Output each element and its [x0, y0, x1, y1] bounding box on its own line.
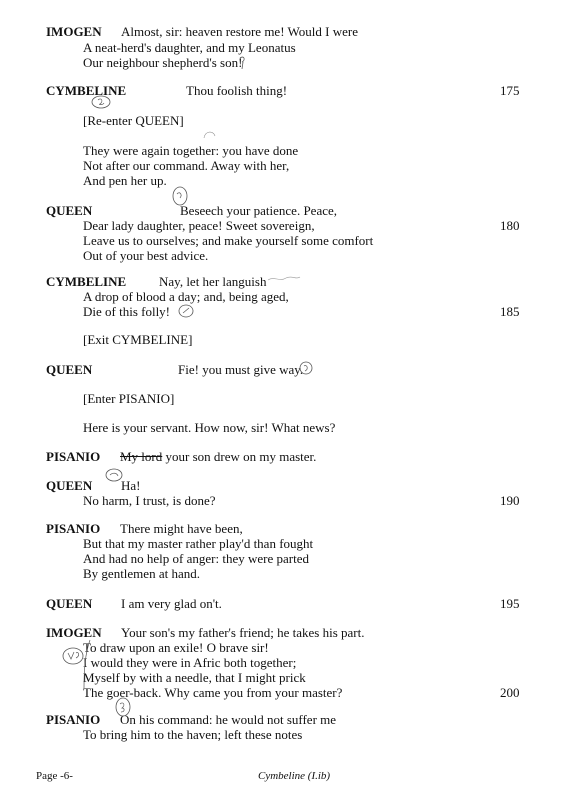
handwritten-annotation-mark: [266, 272, 302, 286]
dialogue-line: Dear lady daughter, peace! Sweet sovereign,: [83, 218, 315, 233]
dialogue-line: To bring him to the haven; left these notes: [83, 727, 303, 742]
page-number: Page -6-: [36, 770, 73, 782]
stage-direction: [Exit CYMBELINE]: [83, 332, 193, 347]
dialogue-line: Thou foolish thing!: [186, 83, 288, 98]
dialogue-line: And pen her up.: [83, 173, 167, 188]
dialogue-text: your son drew on my master.: [162, 449, 317, 464]
line-number: 185: [500, 304, 520, 319]
dialogue-line: A drop of blood a day; and, being aged,: [83, 289, 289, 304]
speaker-imogen: IMOGEN: [46, 625, 102, 640]
speaker-pisanio: PISANIO: [46, 712, 101, 727]
document-title: Cymbeline (I.ib): [258, 770, 331, 782]
handwritten-annotation-mark: [202, 128, 218, 142]
speaker-queen: QUEEN: [46, 203, 93, 218]
dialogue-line: By gentlemen at hand.: [83, 566, 200, 581]
dialogue-line: To draw upon an exile! O brave sir!: [83, 640, 269, 655]
dialogue-line: Die of this folly!: [83, 304, 171, 319]
dialogue-line: Fie! you must give way.: [178, 362, 304, 377]
line-number: 175: [500, 83, 520, 98]
speaker-cymbeline: CYMBELINE: [46, 83, 127, 98]
dialogue-line: Almost, sir: heaven restore me! Would I were: [121, 24, 358, 39]
dialogue-line: Your son's my father's friend; he takes his part.: [121, 625, 365, 640]
dialogue-line: No harm, I trust, is done?: [83, 493, 216, 508]
dialogue-line: A neat-herd's daughter, and my Leonatus: [83, 40, 296, 55]
line-number: 190: [500, 493, 520, 508]
dialogue-line: I am very glad on't.: [121, 596, 222, 611]
speaker-pisanio: PISANIO: [46, 521, 101, 536]
dialogue-line: Here is your servant. How now, sir! What news?: [83, 420, 336, 435]
dialogue-line: [120, 449, 316, 464]
speaker-queen: QUEEN: [46, 596, 93, 611]
dialogue-line: Ha!: [121, 478, 141, 493]
dialogue-line: On his command: he would not suffer me: [120, 712, 337, 727]
dialogue-line: Leave us to ourselves; and make yourself some comfort: [83, 233, 374, 248]
speaker-cymbeline: CYMBELINE: [46, 274, 127, 289]
dialogue-line: Nay, let her languish: [159, 274, 267, 289]
dialogue-line: Beseech your patience. Peace,: [180, 203, 338, 218]
line-number: 200: [500, 685, 520, 700]
stage-direction: [Re-enter QUEEN]: [83, 113, 184, 128]
line-number: 195: [500, 596, 520, 611]
handwritten-annotation-mark: [176, 302, 196, 320]
struck-text: My lord: [120, 449, 163, 464]
dialogue-line: But that my master rather play'd than fought: [83, 536, 314, 551]
dialogue-line: Not after our command. Away with her,: [83, 158, 290, 173]
stage-direction: [Enter PISANIO]: [83, 391, 175, 406]
dialogue-line: Out of your best advice.: [83, 248, 209, 263]
line-number: 180: [500, 218, 520, 233]
speaker-imogen: IMOGEN: [46, 24, 102, 39]
speaker-queen: QUEEN: [46, 478, 93, 493]
dialogue-line: I would they were in Afric both together;: [83, 655, 297, 670]
dialogue-line: Myself by with a needle, that I might prick: [83, 670, 306, 685]
dialogue-line: There might have been,: [120, 521, 243, 536]
speaker-queen: QUEEN: [46, 362, 93, 377]
dialogue-line: And had no help of anger: they were parted: [83, 551, 309, 566]
dialogue-line: They were again together: you have done: [83, 143, 299, 158]
dialogue-line: Our neighbour shepherd's son!: [83, 55, 243, 70]
dialogue-line: The goer-back. Why came you from your master?: [83, 685, 343, 700]
speaker-pisanio: PISANIO: [46, 449, 101, 464]
